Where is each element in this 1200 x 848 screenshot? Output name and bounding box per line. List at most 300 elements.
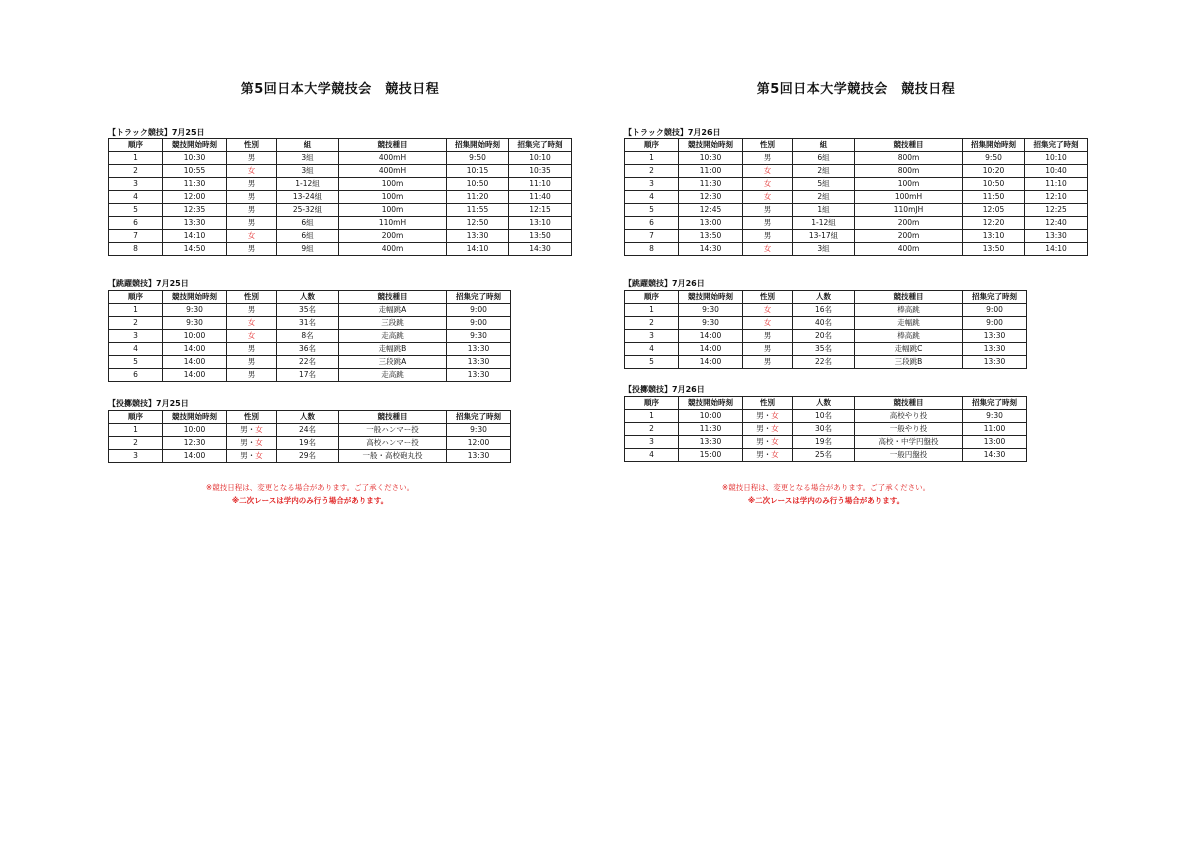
- table-cell: 4: [109, 191, 163, 204]
- table-cell: 11:00: [963, 423, 1027, 436]
- table-cell: 24名: [277, 424, 339, 437]
- table-cell: 10:00: [163, 424, 227, 437]
- table-cell: 1: [625, 304, 679, 317]
- table-header-row: [109, 411, 511, 424]
- table-cell: 5: [625, 356, 679, 369]
- table-cell: 女: [227, 165, 277, 178]
- column-header: 性別: [227, 411, 277, 424]
- table-cell: 11:50: [963, 191, 1025, 204]
- table-cell: 11:00: [679, 165, 743, 178]
- column-header: 競技種目: [855, 397, 963, 410]
- column-header: 人数: [277, 411, 339, 424]
- table-row: [109, 217, 572, 230]
- table-header-row: [109, 291, 511, 304]
- female-marker: 女: [771, 437, 779, 446]
- table-row: [109, 356, 511, 369]
- table-cell: 12:10: [1025, 191, 1088, 204]
- table-cell: 男: [743, 356, 793, 369]
- table-cell: 13:30: [1025, 230, 1088, 243]
- table-cell: 11:10: [1025, 178, 1088, 191]
- table-cell: 1: [109, 424, 163, 437]
- table-cell: 6: [109, 217, 163, 230]
- table-row: [625, 152, 1088, 165]
- table-cell: 9組: [277, 243, 339, 256]
- table-cell: 男: [227, 369, 277, 382]
- table-cell: 12:05: [963, 204, 1025, 217]
- table-cell: 14:00: [163, 450, 227, 463]
- table-cell: 5組: [793, 178, 855, 191]
- table-cell: 30名: [793, 423, 855, 436]
- table-cell: 5: [109, 204, 163, 217]
- table-cell: 22名: [277, 356, 339, 369]
- table-cell: 3: [625, 330, 679, 343]
- column-header: 順序: [625, 397, 679, 410]
- table-cell: 100m: [339, 191, 447, 204]
- table-cell: 110mJH: [855, 204, 963, 217]
- table-cell: 25-32組: [277, 204, 339, 217]
- table-cell: 100m: [339, 204, 447, 217]
- throw-section-title: 【投擲競技】7月26日: [624, 385, 705, 394]
- column-header: 人数: [277, 291, 339, 304]
- column-header: 人数: [793, 291, 855, 304]
- table-cell: 4: [109, 343, 163, 356]
- table-cell: 2: [625, 317, 679, 330]
- table-cell: 9:30: [163, 317, 227, 330]
- table-cell: 11:40: [509, 191, 572, 204]
- table-cell: 12:30: [679, 191, 743, 204]
- table-cell: 13-17組: [793, 230, 855, 243]
- table-cell: 14:30: [963, 449, 1027, 462]
- table-cell: 13:50: [963, 243, 1025, 256]
- table-cell: 三段跳B: [855, 356, 963, 369]
- table-cell: 走高跳: [339, 369, 447, 382]
- table-cell: 13:10: [963, 230, 1025, 243]
- table-cell: 男: [227, 243, 277, 256]
- column-header: 順序: [625, 291, 679, 304]
- table-row: [625, 304, 1027, 317]
- table-cell: 400m: [855, 243, 963, 256]
- table-cell: 35名: [793, 343, 855, 356]
- table-cell: 9:30: [679, 304, 743, 317]
- table-cell: 15:00: [679, 449, 743, 462]
- table-row: [109, 424, 511, 437]
- table-cell: 11:20: [447, 191, 509, 204]
- note-second-race: ※二次レースは学内のみ行う場合があります。: [231, 496, 389, 505]
- table-cell: 3組: [277, 165, 339, 178]
- table-cell: 10:20: [963, 165, 1025, 178]
- table-cell: 4: [625, 343, 679, 356]
- table-cell: 3: [109, 178, 163, 191]
- table-cell: 高校ハンマー投: [339, 437, 447, 450]
- table-row: [625, 356, 1027, 369]
- column-header: 順序: [625, 139, 679, 152]
- table-cell: 男・女: [743, 449, 793, 462]
- table-cell: 男: [227, 191, 277, 204]
- track-table: [624, 138, 1088, 256]
- table-cell: 14:30: [509, 243, 572, 256]
- table-row: [109, 450, 511, 463]
- table-cell: 9:30: [447, 424, 511, 437]
- table-cell: 走幅跳C: [855, 343, 963, 356]
- column-header: 招集完了時刻: [447, 411, 511, 424]
- column-header: 競技種目: [339, 139, 447, 152]
- table-cell: 1: [625, 152, 679, 165]
- column-header: 人数: [793, 397, 855, 410]
- table-cell: 11:30: [679, 423, 743, 436]
- table-cell: 800m: [855, 165, 963, 178]
- table-row: [625, 178, 1088, 191]
- table-row: [109, 343, 511, 356]
- table-cell: 11:10: [509, 178, 572, 191]
- table-row: [625, 410, 1027, 423]
- column-header: 組: [793, 139, 855, 152]
- column-header: 順序: [109, 411, 163, 424]
- table-row: [109, 230, 572, 243]
- table-cell: 2: [109, 165, 163, 178]
- table-cell: 6: [109, 369, 163, 382]
- column-header: 競技開始時刻: [163, 291, 227, 304]
- table-cell: 10:50: [447, 178, 509, 191]
- table-cell: 男: [227, 304, 277, 317]
- table-cell: 400mH: [339, 165, 447, 178]
- table-cell: 男: [227, 178, 277, 191]
- table-cell: 14:00: [679, 343, 743, 356]
- table-cell: 9:30: [963, 410, 1027, 423]
- page-title: 第5回日本大学競技会 競技日程: [756, 82, 956, 97]
- table-cell: 14:00: [679, 330, 743, 343]
- table-cell: 男: [227, 152, 277, 165]
- table-cell: 棒高跳: [855, 304, 963, 317]
- table-cell: 29名: [277, 450, 339, 463]
- table-cell: 9:00: [447, 304, 511, 317]
- column-header: 招集開始時刻: [963, 139, 1025, 152]
- notes: [108, 481, 512, 507]
- table-cell: 10:00: [163, 330, 227, 343]
- table-cell: 1: [109, 304, 163, 317]
- table-row: [109, 437, 511, 450]
- table-cell: 8: [109, 243, 163, 256]
- table-cell: 10:35: [509, 165, 572, 178]
- table-cell: 11:30: [163, 178, 227, 191]
- table-cell: 女: [743, 165, 793, 178]
- table-cell: 13:30: [163, 217, 227, 230]
- table-cell: 40名: [793, 317, 855, 330]
- table-cell: 12:20: [963, 217, 1025, 230]
- note-second-race: ※二次レースは学内のみ行う場合があります。: [747, 496, 905, 505]
- table-cell: 20名: [793, 330, 855, 343]
- table-cell: 200m: [339, 230, 447, 243]
- table-header-row: [625, 397, 1027, 410]
- table-cell: 100m: [855, 178, 963, 191]
- table-cell: 10名: [793, 410, 855, 423]
- table-row: [625, 243, 1088, 256]
- table-cell: 13:30: [447, 356, 511, 369]
- table-cell: 6組: [277, 217, 339, 230]
- table-cell: 400mH: [339, 152, 447, 165]
- throw-table: [108, 410, 511, 463]
- table-cell: 高校やり投: [855, 410, 963, 423]
- table-cell: 1: [109, 152, 163, 165]
- table-cell: 10:50: [963, 178, 1025, 191]
- table-cell: 男: [227, 356, 277, 369]
- table-cell: 9:30: [163, 304, 227, 317]
- table-cell: 17名: [277, 369, 339, 382]
- column-header: 性別: [227, 291, 277, 304]
- table-cell: 10:30: [163, 152, 227, 165]
- table-row: [109, 330, 511, 343]
- table-cell: 14:00: [163, 356, 227, 369]
- table-cell: 11:55: [447, 204, 509, 217]
- table-cell: 3組: [277, 152, 339, 165]
- table-row: [625, 165, 1088, 178]
- table-cell: 走幅跳A: [339, 304, 447, 317]
- table-cell: 2: [109, 437, 163, 450]
- jump-table: [624, 290, 1027, 369]
- table-cell: 1組: [793, 204, 855, 217]
- table-cell: 36名: [277, 343, 339, 356]
- track-table: [108, 138, 572, 256]
- note-change: ※競技日程は、変更となる場合があります。ご了承ください。: [721, 483, 931, 492]
- table-cell: 2組: [793, 165, 855, 178]
- table-row: [625, 423, 1027, 436]
- table-cell: 走幅跳B: [339, 343, 447, 356]
- table-cell: 8名: [277, 330, 339, 343]
- table-cell: 19名: [793, 436, 855, 449]
- table-cell: 200m: [855, 230, 963, 243]
- table-cell: 12:40: [1025, 217, 1088, 230]
- table-cell: 5: [625, 204, 679, 217]
- column-header: 競技開始時刻: [163, 139, 227, 152]
- table-cell: 12:15: [509, 204, 572, 217]
- table-row: [109, 178, 572, 191]
- table-cell: 男・女: [227, 424, 277, 437]
- table-cell: 19名: [277, 437, 339, 450]
- jump-section-title: 【跳躍競技】7月25日: [108, 279, 189, 288]
- female-marker: 女: [771, 411, 779, 420]
- table-cell: 9:50: [447, 152, 509, 165]
- table-row: [625, 230, 1088, 243]
- table-cell: 男: [743, 343, 793, 356]
- table-cell: 13:00: [963, 436, 1027, 449]
- column-header: 競技種目: [855, 291, 963, 304]
- column-header: 競技開始時刻: [163, 411, 227, 424]
- table-row: [109, 152, 572, 165]
- column-header: 招集完了時刻: [509, 139, 572, 152]
- table-cell: 三段跳: [339, 317, 447, 330]
- column-header: 組: [277, 139, 339, 152]
- table-cell: 12:25: [1025, 204, 1088, 217]
- table-cell: 13:00: [679, 217, 743, 230]
- table-cell: 12:00: [163, 191, 227, 204]
- table-cell: 400m: [339, 243, 447, 256]
- table-cell: 一般円盤投: [855, 449, 963, 462]
- table-cell: 12:00: [447, 437, 511, 450]
- table-cell: 12:45: [679, 204, 743, 217]
- table-cell: 14:50: [163, 243, 227, 256]
- table-cell: 35名: [277, 304, 339, 317]
- table-cell: 14:10: [163, 230, 227, 243]
- table-cell: 13:30: [447, 369, 511, 382]
- table-cell: 9:00: [447, 317, 511, 330]
- column-header: 招集完了時刻: [447, 291, 511, 304]
- table-row: [625, 204, 1088, 217]
- column-header: 招集完了時刻: [963, 291, 1027, 304]
- table-cell: 13:30: [963, 343, 1027, 356]
- column-header: 性別: [743, 291, 793, 304]
- table-cell: 棒高跳: [855, 330, 963, 343]
- table-cell: 800m: [855, 152, 963, 165]
- table-cell: 14:30: [679, 243, 743, 256]
- table-cell: 走高跳: [339, 330, 447, 343]
- table-cell: 男・女: [227, 450, 277, 463]
- table-cell: 高校・中学円盤投: [855, 436, 963, 449]
- jump-section-title: 【跳躍競技】7月26日: [624, 279, 705, 288]
- table-cell: 女: [227, 230, 277, 243]
- table-cell: 女: [743, 243, 793, 256]
- table-cell: 11:30: [679, 178, 743, 191]
- table-row: [625, 317, 1027, 330]
- female-marker: 女: [771, 424, 779, 433]
- column-header: 性別: [743, 397, 793, 410]
- column-header: 招集完了時刻: [963, 397, 1027, 410]
- table-cell: 13:50: [679, 230, 743, 243]
- table-cell: 一般やり投: [855, 423, 963, 436]
- table-cell: 14:10: [1025, 243, 1088, 256]
- table-row: [109, 369, 511, 382]
- column-header: 性別: [227, 139, 277, 152]
- table-cell: 3: [109, 450, 163, 463]
- table-cell: 7: [109, 230, 163, 243]
- female-marker: 女: [255, 438, 263, 447]
- female-marker: 女: [771, 450, 779, 459]
- table-cell: 13:10: [509, 217, 572, 230]
- table-cell: 男: [743, 217, 793, 230]
- column-header: 競技種目: [339, 291, 447, 304]
- table-cell: 男: [743, 152, 793, 165]
- table-cell: 13:30: [447, 450, 511, 463]
- table-row: [109, 243, 572, 256]
- female-marker: 女: [255, 451, 263, 460]
- table-header-row: [625, 291, 1027, 304]
- table-cell: 13:50: [509, 230, 572, 243]
- table-cell: 3組: [793, 243, 855, 256]
- table-cell: 男・女: [743, 423, 793, 436]
- column-header: 順序: [109, 139, 163, 152]
- table-row: [625, 191, 1088, 204]
- column-header: 競技開始時刻: [679, 139, 743, 152]
- table-cell: 4: [625, 449, 679, 462]
- table-cell: 13-24組: [277, 191, 339, 204]
- table-cell: 1: [625, 410, 679, 423]
- table-cell: 女: [743, 178, 793, 191]
- table-cell: 女: [743, 317, 793, 330]
- throw-table: [624, 396, 1027, 462]
- table-cell: 12:30: [163, 437, 227, 450]
- notes: [624, 481, 1028, 507]
- table-cell: 三段跳A: [339, 356, 447, 369]
- column-header: 性別: [743, 139, 793, 152]
- table-header-row: [625, 139, 1088, 152]
- table-cell: 9:00: [963, 304, 1027, 317]
- table-row: [109, 204, 572, 217]
- table-cell: 女: [227, 317, 277, 330]
- table-row: [625, 449, 1027, 462]
- table-cell: 男: [743, 330, 793, 343]
- table-row: [625, 343, 1027, 356]
- note-change: ※競技日程は、変更となる場合があります。ご了承ください。: [205, 483, 415, 492]
- table-cell: 2: [109, 317, 163, 330]
- table-cell: 10:30: [679, 152, 743, 165]
- table-cell: 6: [625, 217, 679, 230]
- table-cell: 1-12組: [793, 217, 855, 230]
- table-cell: 14:10: [447, 243, 509, 256]
- table-row: [625, 217, 1088, 230]
- table-row: [625, 330, 1027, 343]
- table-cell: 9:50: [963, 152, 1025, 165]
- table-cell: 12:50: [447, 217, 509, 230]
- column-header: 競技開始時刻: [679, 397, 743, 410]
- table-row: [109, 165, 572, 178]
- table-cell: 一般・高校砲丸投: [339, 450, 447, 463]
- table-cell: 14:00: [679, 356, 743, 369]
- table-cell: 1-12組: [277, 178, 339, 191]
- table-cell: 200m: [855, 217, 963, 230]
- table-cell: 3: [109, 330, 163, 343]
- track-section-title: 【トラック競技】7月25日: [108, 128, 205, 137]
- column-header: 競技開始時刻: [679, 291, 743, 304]
- table-cell: 25名: [793, 449, 855, 462]
- table-cell: 男: [227, 343, 277, 356]
- table-row: [109, 191, 572, 204]
- table-cell: 12:35: [163, 204, 227, 217]
- table-cell: 13:30: [447, 230, 509, 243]
- table-cell: 男・女: [743, 410, 793, 423]
- table-cell: 3: [625, 178, 679, 191]
- column-header: 招集完了時刻: [1025, 139, 1088, 152]
- table-cell: 13:30: [447, 343, 511, 356]
- table-row: [109, 317, 511, 330]
- column-header: 招集開始時刻: [447, 139, 509, 152]
- table-cell: 走幅跳: [855, 317, 963, 330]
- column-header: 競技種目: [855, 139, 963, 152]
- table-cell: 13:30: [963, 330, 1027, 343]
- table-cell: 10:55: [163, 165, 227, 178]
- table-cell: 3: [625, 436, 679, 449]
- table-cell: 女: [743, 304, 793, 317]
- table-cell: 16名: [793, 304, 855, 317]
- table-cell: 9:00: [963, 317, 1027, 330]
- table-cell: 男・女: [227, 437, 277, 450]
- track-section-title: 【トラック競技】7月26日: [624, 128, 721, 137]
- table-header-row: [109, 139, 572, 152]
- female-marker: 女: [255, 425, 263, 434]
- table-cell: 男: [743, 204, 793, 217]
- table-cell: 4: [625, 191, 679, 204]
- table-cell: 13:30: [679, 436, 743, 449]
- table-cell: 110mH: [339, 217, 447, 230]
- table-cell: 2組: [793, 191, 855, 204]
- table-cell: 一般ハンマー投: [339, 424, 447, 437]
- jump-table: [108, 290, 511, 382]
- table-cell: 9:30: [447, 330, 511, 343]
- table-row: [109, 304, 511, 317]
- table-cell: 男: [227, 204, 277, 217]
- table-cell: 6組: [793, 152, 855, 165]
- table-cell: 8: [625, 243, 679, 256]
- throw-section-title: 【投擲競技】7月25日: [108, 399, 189, 408]
- table-cell: 男・女: [743, 436, 793, 449]
- table-cell: 7: [625, 230, 679, 243]
